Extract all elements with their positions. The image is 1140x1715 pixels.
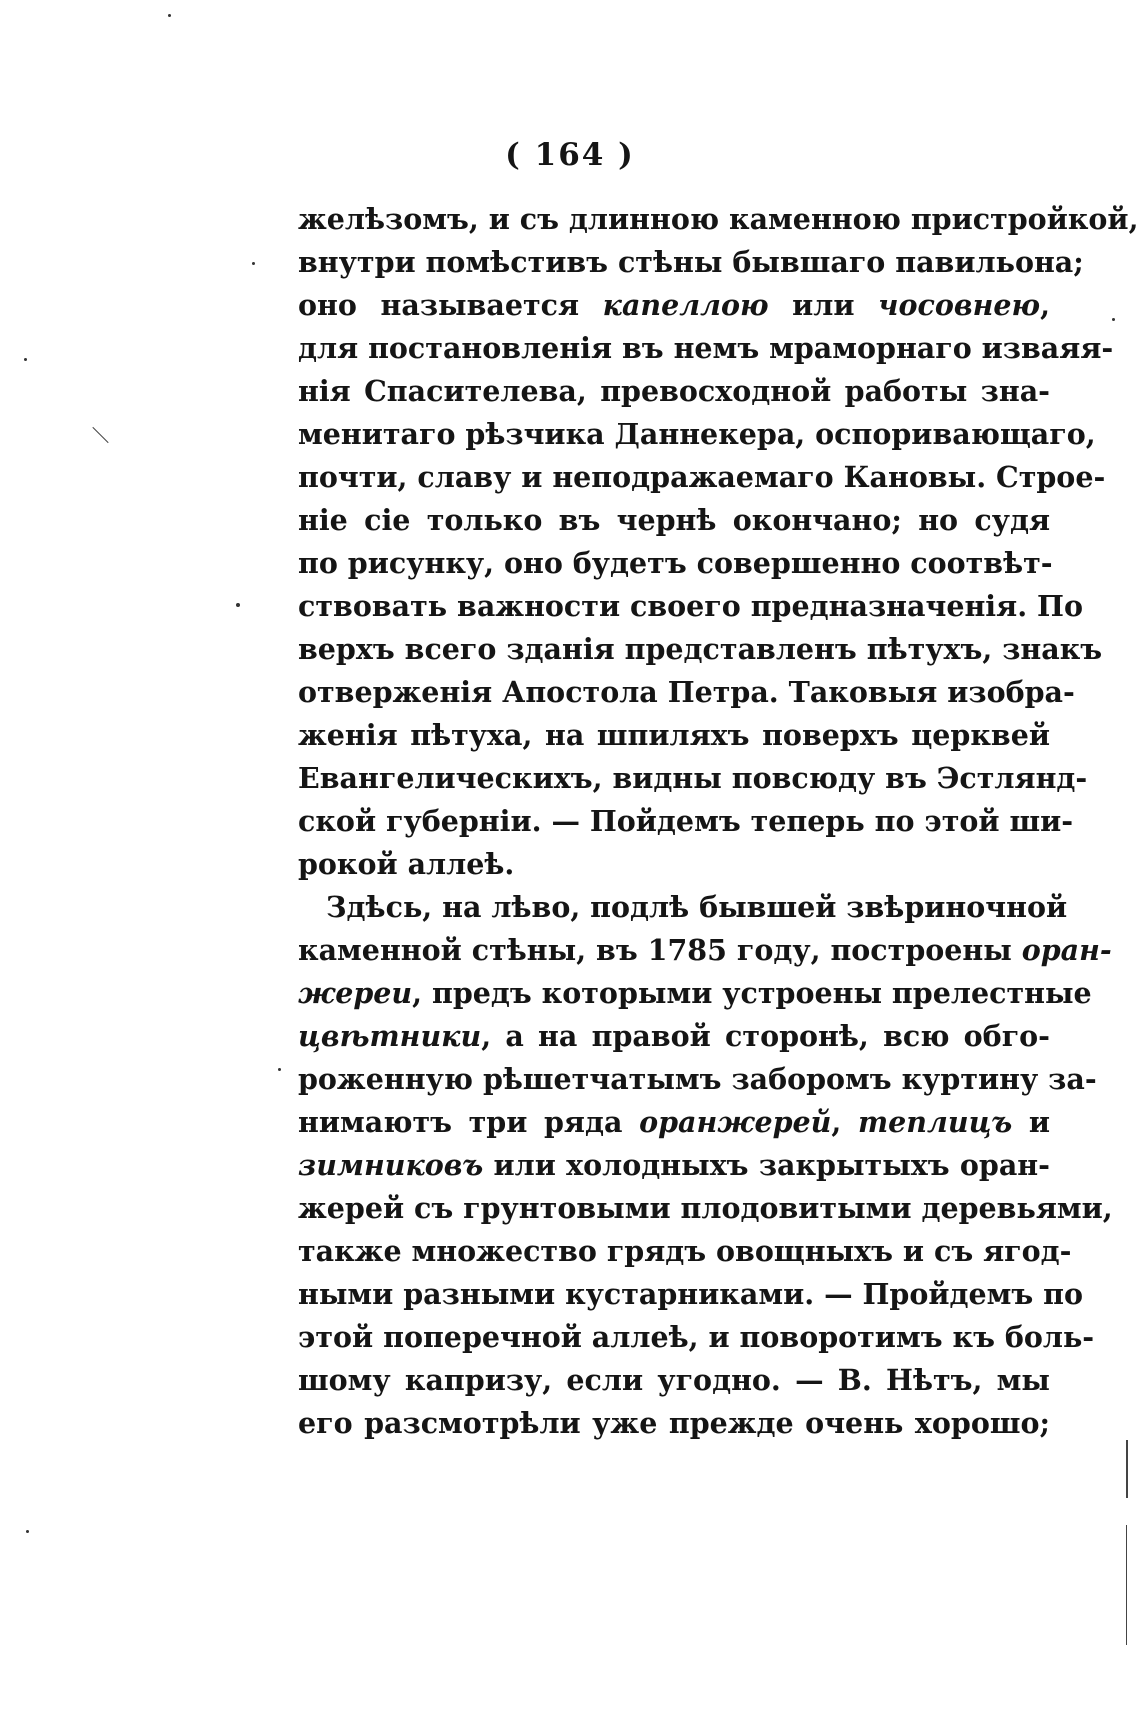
text-span: ными разными кустарниками. — Пройдемъ по (298, 1277, 1084, 1311)
text-span: для постановленія въ немъ мраморнаго изваяя- (298, 331, 1114, 365)
text-span: или (768, 288, 879, 322)
text-line (298, 413, 1096, 456)
text-span: Евангелическихъ, видны повсюду въ Эстлянд- (298, 761, 1088, 795)
text-line (298, 929, 1112, 972)
scan-speck (24, 358, 27, 361)
page-number: ( 164 ) (505, 137, 635, 173)
text-span: ствовать важности своего предназначенія. По (298, 589, 1083, 623)
text-span: Здѣсь, на лѣво, подлѣ бывшей звѣриночной (326, 890, 1068, 924)
italic-term: жереи (298, 976, 413, 1010)
scan-speck (1112, 318, 1115, 321)
scan-speck (26, 1530, 29, 1533)
text-span: шому капризу, если угодно. — В. Нѣтъ, мы (298, 1363, 1050, 1397)
text-line (298, 284, 1050, 327)
italic-term: оран- (1021, 933, 1112, 967)
scan-speck (252, 262, 255, 265)
text-line (298, 1144, 1050, 1187)
text-span: и (1012, 1105, 1050, 1139)
italic-term: теплицъ (857, 1105, 1013, 1139)
text-line (298, 370, 1050, 413)
text-line (298, 714, 1050, 757)
text-line (298, 886, 1068, 929)
text-line (298, 327, 1114, 370)
text-span: оно называется (298, 288, 603, 322)
text-span: роженную рѣшетчатымъ заборомъ куртину за- (298, 1062, 1097, 1096)
text-line (298, 1230, 1072, 1273)
text-span: женія пѣтуха, на шпиляхъ поверхъ церквей (298, 718, 1050, 752)
text-span: или холодныхъ закрытыхъ оран- (483, 1148, 1050, 1182)
text-span: почти, славу и неподражаемаго Кановы. Строе- (298, 460, 1106, 494)
text-line (298, 499, 1050, 542)
italic-term: оранжерей (639, 1105, 832, 1139)
text-line (298, 456, 1106, 499)
text-line (298, 972, 1092, 1015)
text-line (298, 757, 1088, 800)
text-span: отверженія Апостола Петра. Таковыя изобра- (298, 675, 1075, 709)
text-line (298, 1058, 1097, 1101)
text-span: жерей съ грунтовыми плодовитыми деревьями, (298, 1191, 1113, 1225)
text-span: желѣзомъ, и съ длинною каменною пристройкой, (298, 202, 1139, 236)
scan-speck (278, 1068, 281, 1071)
scan-speck (168, 14, 171, 17)
text-span: его разсмотрѣли уже прежде очень хорошо; (298, 1406, 1050, 1440)
italic-term: цвѣтники (298, 1019, 482, 1053)
scan-scratch (1126, 1440, 1128, 1498)
text-span: верхъ всего зданія представленъ пѣтухъ, знакъ (298, 632, 1103, 666)
italic-term: чосовнею (878, 288, 1041, 322)
text-span: по рисунку, оно будетъ совершенно соотвѣт- (298, 546, 1053, 580)
text-span: ской губерніи. — Пойдемъ теперь по этой ши- (298, 804, 1074, 838)
text-line (298, 585, 1083, 628)
scan-speck (236, 603, 240, 607)
text-line (298, 1273, 1084, 1316)
body-text (298, 198, 1139, 1445)
text-line (298, 1187, 1113, 1230)
text-line (298, 198, 1139, 241)
text-line (298, 1316, 1095, 1359)
text-line (298, 628, 1103, 671)
text-span: , (831, 1105, 858, 1139)
text-line (298, 241, 1084, 284)
text-span: , предъ которыми устроены прелестные (412, 976, 1092, 1010)
text-line (298, 800, 1074, 843)
text-span: , (1040, 288, 1050, 322)
scan-scratch (92, 427, 108, 443)
text-line (298, 671, 1075, 714)
scan-scratch (1126, 1525, 1127, 1645)
text-line (298, 1402, 1050, 1445)
italic-term: зимниковъ (298, 1148, 484, 1182)
text-line (298, 542, 1053, 585)
text-span: каменной стѣны, въ 1785 году, построены (298, 933, 1022, 967)
text-line (298, 843, 1050, 886)
italic-term: капеллою (602, 288, 769, 322)
text-span: ніе сіе только въ чернѣ окончано; но судя (298, 503, 1050, 537)
text-span: менитаго рѣзчика Даннекера, оспоривающаго, (298, 417, 1096, 451)
text-line (298, 1015, 1050, 1058)
text-span: нія Спасителева, превосходной работы зна- (298, 374, 1050, 408)
text-span: нимаютъ три ряда (298, 1105, 640, 1139)
text-span: этой поперечной аллеѣ, и поворотимъ къ боль- (298, 1320, 1095, 1354)
text-span: рокой аллеѣ. (298, 847, 515, 881)
text-line (298, 1359, 1050, 1402)
text-span: внутри помѣстивъ стѣны бывшаго павильона; (298, 245, 1084, 279)
text-span: , а на правой сторонѣ, всю обго- (481, 1019, 1050, 1053)
text-span: также множество грядъ овощныхъ и съ ягод- (298, 1234, 1072, 1268)
text-line (298, 1101, 1050, 1144)
